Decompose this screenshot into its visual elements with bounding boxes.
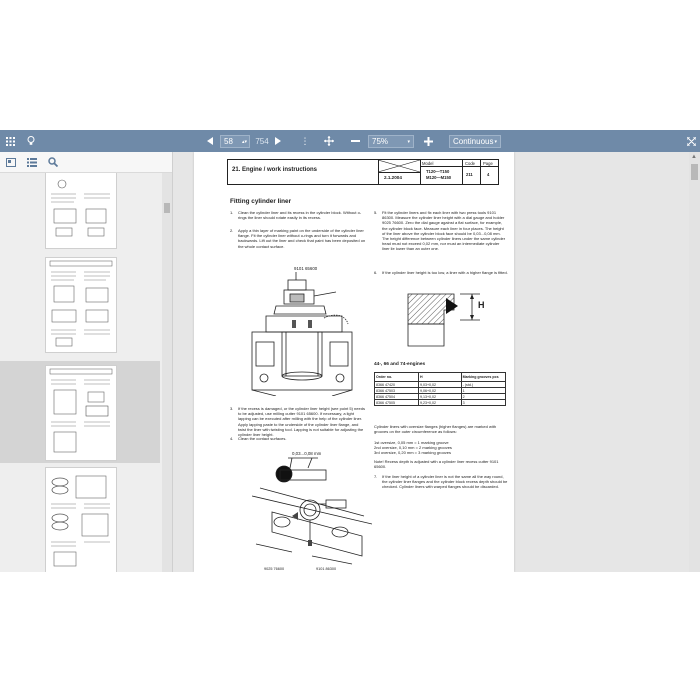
header-page-divider (480, 166, 498, 167)
step-text: If the liner height of a cylinder liner is not the same all the way round, the cylinder liner flanges and the cylinder block recess depth should be checked. Cylinder liners with warped flanges should be discarded. (382, 474, 508, 490)
zoom-in-button[interactable] (421, 130, 435, 152)
dial-gauge-figure (252, 456, 372, 568)
document-page (194, 152, 514, 572)
header-page-label: Page (483, 161, 493, 166)
step-number: 2. (230, 228, 234, 233)
header-model-value-2: M120—M150 (426, 175, 452, 180)
header-page-value: 4 (487, 172, 490, 177)
sidebar-toolbar (0, 152, 172, 173)
step-number: 7. (374, 474, 378, 479)
header-title: 21. Engine / work instructions (232, 167, 318, 173)
crossed-box-icon (378, 160, 420, 172)
figure-2-label: 0,03...0,08 mm (292, 451, 322, 456)
header-model-value-1: T120—T150 (426, 169, 450, 174)
viewer-toolbar (0, 130, 700, 152)
page-number-input[interactable] (220, 135, 250, 148)
page-total: 754 (255, 136, 269, 146)
outline-list-icon[interactable] (25, 155, 39, 169)
step-number: 1. (230, 210, 234, 215)
note-text: Note! Recess depth is adjusted with a cylinder liner recess cutter 9101 65600. (374, 459, 499, 470)
table-header-cell: Marking grooves pcs (461, 373, 505, 382)
table-cell: 3 (461, 400, 505, 406)
grid-icon[interactable] (3, 130, 17, 152)
liner-table (374, 372, 506, 406)
page-header-box (227, 159, 499, 185)
thumbnail-list (0, 173, 160, 572)
table-header-cell: H (418, 373, 461, 382)
step-text: Clean the contact surfaces. (238, 436, 287, 441)
header-date-cell (378, 172, 421, 184)
step-number: 6. (374, 270, 378, 275)
table-cell: 9,03+0,02 (418, 382, 461, 388)
document-scrollbar-thumb[interactable] (691, 164, 698, 180)
zoom-out-button[interactable] (348, 130, 362, 152)
thumbnails-icon[interactable] (4, 155, 18, 169)
page-thumbnail (45, 365, 117, 461)
next-page-button[interactable] (272, 130, 284, 152)
zoom-select[interactable] (368, 135, 414, 148)
oversize-intro: Cylinder liners with oversize flanges (higher flanges) are marked with grooves on the outer circumference as follows: (374, 424, 497, 435)
pdf-viewer (0, 130, 700, 572)
view-mode-value: Continuous (453, 137, 494, 146)
engines-title: 44-, 66 and 74-engines (374, 362, 426, 367)
section-title: Fitting cylinder liner (230, 198, 292, 205)
chevron-down-icon: ▾ (407, 138, 410, 145)
step-text: Clean the cylinder liner and its recess in the cylinder block. Without o-rings the liner should rotate easily in its recess. (238, 210, 362, 221)
search-icon[interactable] (46, 155, 60, 169)
oversize-item: 2nd oversize, 0,10 mm = 2 marking grooves (374, 445, 452, 450)
table-cell: 8366 47503 (375, 388, 419, 394)
oversize-item: 1st oversize, 0,05 mm = 1 marking groove (374, 440, 449, 445)
header-code-value-cell (462, 166, 481, 184)
zoom-value: 75% (372, 137, 389, 146)
page-thumbnail (45, 173, 117, 249)
scroll-up-icon[interactable]: ▲ (691, 154, 697, 160)
page-current-value: 58 (224, 137, 233, 146)
thumbnail-page-57[interactable] (0, 257, 160, 357)
pan-icon[interactable] (322, 130, 336, 152)
step-text: Apply a thin layer of marking paint on the underside of the cylinder liner flange. Fit the cylinder liner without o-rings and turn it forwards and backwards. Lift out the liner and check that paint has been deposited on the whole contact surface. (238, 228, 366, 249)
page-thumbnail (45, 257, 117, 353)
fullscreen-icon[interactable] (684, 130, 698, 152)
header-code-value: 211 (466, 172, 473, 177)
table-row (375, 400, 506, 406)
header-code-label: Code (465, 161, 476, 166)
figure-1-label: 9101 65600 (294, 266, 318, 271)
sidebar-scrollbar[interactable] (162, 173, 172, 572)
table-cell: 2 (461, 394, 505, 400)
page-thumbnail (45, 467, 117, 572)
liner-height-figure (388, 284, 498, 354)
table-cell: 9,06+0,02 (418, 388, 461, 394)
more-vertical-icon[interactable]: ⋮ (300, 135, 310, 146)
step-number: 5. (374, 210, 378, 215)
document-scrollbar[interactable] (689, 152, 700, 572)
view-mode-select[interactable] (449, 135, 501, 148)
table-cell: 8366 47505 (375, 400, 419, 406)
figure-2-bottom-right-label: 9101 86300 (316, 567, 337, 571)
figure-2-bottom-left-label: 9025 76600 (264, 567, 285, 571)
header-model-label: Model (422, 161, 434, 166)
table-cell: 8366 47420 (375, 382, 419, 388)
table-header-row (375, 373, 506, 382)
document-view (173, 152, 700, 572)
table-header-cell: Order no. (375, 373, 419, 382)
step-text: Fit the cylinder liners and fix each liner with two press tools 9101 86300. Measure the cylinder liner height with a dial gauge and holder 9025 76600. Zero the dial gauge against a flat surface, for example, the cylinder block face. Measure each liner in four places. The height of the liner above the cylinder block face should be 0,03...0,08 mm. The height difference between cylinder liners under the same cylinder head must not exceed 0,02 mm, nor must an intermediate cylinder liner lie lower than an outer one. (382, 210, 506, 252)
spinner-icon: ▴▾ (241, 138, 247, 145)
step-number: 3. (230, 406, 234, 411)
table-cell: 1 (461, 388, 505, 394)
header-date: 2.1.2004 (384, 175, 402, 180)
table-cell: 9,13+0,02 (418, 394, 461, 400)
table-cell: 8366 47504 (375, 394, 419, 400)
thumbnail-sidebar (0, 152, 173, 572)
step-number: 4. (230, 436, 234, 441)
prev-page-button[interactable] (204, 130, 216, 152)
oversize-item: 3rd oversize, 0,20 mm = 3 marking grooves (374, 450, 452, 455)
thumbnail-page-58[interactable] (0, 361, 160, 463)
table-cell: - (std.) (461, 382, 505, 388)
figure-3-h-label: H (478, 300, 485, 310)
step-text: If the cylinder liner height is too low, a liner with a higher flange is fitted. (382, 270, 508, 275)
chevron-down-icon: ▾ (494, 138, 497, 145)
header-model-value-cell (420, 166, 463, 184)
step-text: If the recess is damaged, or the cylinder liner height (see point 5) needs to be adjusted, use milling cutter 9101 65600. If necessary, a light lapping can be executed after milling with the help of the cylinder liner. Apply lapping paste to the underside of the cylinder liner flange, and twist the liner with twisting tool. Lapping is not suitable for adjusting the cylinder liner height. (238, 406, 365, 438)
cylinder-liner-milling-figure (246, 272, 364, 396)
table-cell: 9,23+0,02 (418, 400, 461, 406)
thumbnail-page-56[interactable] (0, 173, 160, 255)
sidebar-scrollbar-thumb[interactable] (164, 203, 170, 213)
thumbnail-page-59[interactable] (0, 467, 160, 572)
lightbulb-icon[interactable] (24, 130, 38, 152)
